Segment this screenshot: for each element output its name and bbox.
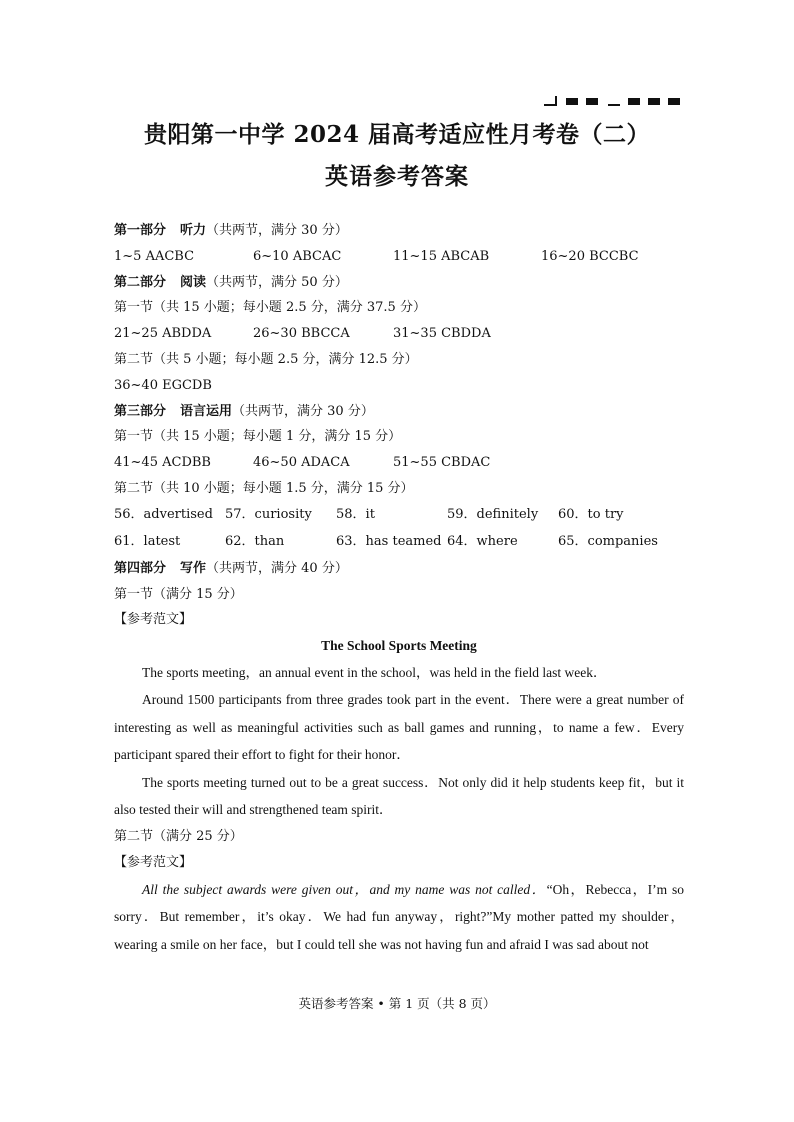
fill-answer: 63．has teamed — [336, 533, 442, 549]
page-subtitle: 英语参考答案 — [325, 163, 469, 190]
essay-paragraph: Around 1500 participants from three grades took part in the event．There were a great number of interesting as well as meaningful activities such as ball games and running，to name a few．Every participant spared their effort to fight for their honor． — [114, 692, 684, 763]
answer-group: 36~40 EGCDB — [114, 377, 212, 393]
answer-row — [114, 502, 684, 529]
answer-group: 51~55 CBDAC — [393, 455, 491, 471]
dash-mark — [608, 104, 620, 106]
answer-row — [114, 373, 684, 399]
part-name: 语言运用 — [180, 403, 233, 419]
answer-group: 11~15 ABCAB — [393, 248, 490, 264]
part-note: （共两节，满分 30 分） — [206, 223, 348, 238]
fill-answer: 65．companies — [558, 533, 658, 549]
answer-row — [114, 450, 684, 476]
answer-group: 16~20 BCCBC — [541, 248, 639, 264]
answer-group: 26~30 BBCCA — [253, 326, 350, 342]
fill-answer: 56．advertised — [114, 506, 213, 522]
story-continuation: “Oh，Rebecca，I’m so sorry．But remember，it’s okay．We had fun anyway，right?”My mother patted my shoulder，wearing a smile on her face，but I could tell she was not having fun and afraid I was sad about not — [114, 881, 684, 952]
essay-paragraph: The sports meeting，an annual event in the school，was held in the field last week． — [142, 664, 607, 680]
part-note: （共两节，满分 30 分） — [232, 403, 374, 419]
part-label: 第四部分 — [114, 560, 167, 576]
answer-content — [114, 218, 684, 958]
corner-mark — [555, 96, 557, 106]
page-footer: 英语参考答案 • 第 1 页（共 8 页） — [298, 996, 496, 1011]
fill-answer: 58．it — [336, 506, 375, 522]
answer-row — [114, 321, 684, 347]
answer-row — [114, 529, 684, 556]
part1-header — [114, 218, 684, 244]
fill-answer: 61．latest — [114, 533, 181, 549]
section-heading: 第一节（满分 15 分） — [114, 586, 243, 602]
section-heading: 第一节（共 15 小题；每小题 2.5 分，满分 37.5 分） — [114, 300, 426, 316]
printer-marks — [544, 96, 684, 106]
part4-header — [114, 556, 684, 582]
block-mark — [668, 98, 680, 105]
fill-answer: 64．where — [447, 533, 518, 549]
reference-label: 【参考范文】 — [114, 854, 193, 870]
story-opening-sentence: All the subject awards were given out，and my name was not called． — [142, 881, 547, 897]
answer-group: 1~5 AACBC — [114, 248, 195, 264]
page-title: 贵阳第一中学 2024 届高考适应性月考卷（二） — [143, 121, 651, 148]
part-label: 第二部分 — [114, 274, 167, 290]
part-name: 写作 — [180, 560, 207, 576]
section-heading: 第一节（共 15 小题；每小题 1 分，满分 15 分） — [114, 429, 402, 445]
story-paragraph — [114, 876, 684, 959]
block-mark — [566, 98, 578, 105]
part-label: 第三部分 — [114, 403, 167, 419]
answer-row — [114, 244, 684, 270]
answer-group: 31~35 CBDDA — [393, 326, 491, 342]
part2-header — [114, 270, 684, 296]
block-mark — [628, 98, 640, 105]
answer-group: 6~10 ABCAC — [253, 248, 342, 264]
answer-group: 41~45 ACDBB — [114, 455, 211, 471]
section-heading: 第二节（共 10 小题；每小题 1.5 分，满分 15 分） — [114, 480, 414, 496]
part3-header — [114, 399, 684, 425]
part-name: 阅读 — [180, 274, 207, 290]
fill-answer: 62．than — [225, 533, 285, 549]
part-note: （共两节，满分 50 分） — [206, 274, 348, 290]
fill-answer: 60．to try — [558, 506, 624, 522]
block-mark — [586, 98, 598, 105]
part-name: 听力 — [180, 223, 207, 238]
part-label: 第一部分 — [114, 223, 167, 238]
answer-group: 46~50 ADACA — [253, 455, 350, 471]
section-heading: 第二节（满分 25 分） — [114, 828, 243, 844]
part-note: （共两节，满分 40 分） — [206, 560, 348, 576]
essay-paragraph: The sports meeting turned out to be a great success．Not only did it help students keep fit，but it also tested their will and strengthened team spirit． — [114, 774, 684, 818]
section-heading: 第二节（共 5 小题；每小题 2.5 分，满分 12.5 分） — [114, 351, 418, 367]
fill-answer: 59．definitely — [447, 506, 539, 522]
answer-group: 21~25 ABDDA — [114, 326, 212, 342]
block-mark — [648, 98, 660, 105]
essay-title: The School Sports Meeting — [321, 638, 477, 654]
reference-label: 【参考范文】 — [114, 612, 193, 628]
fill-answer: 57．curiosity — [225, 506, 312, 522]
